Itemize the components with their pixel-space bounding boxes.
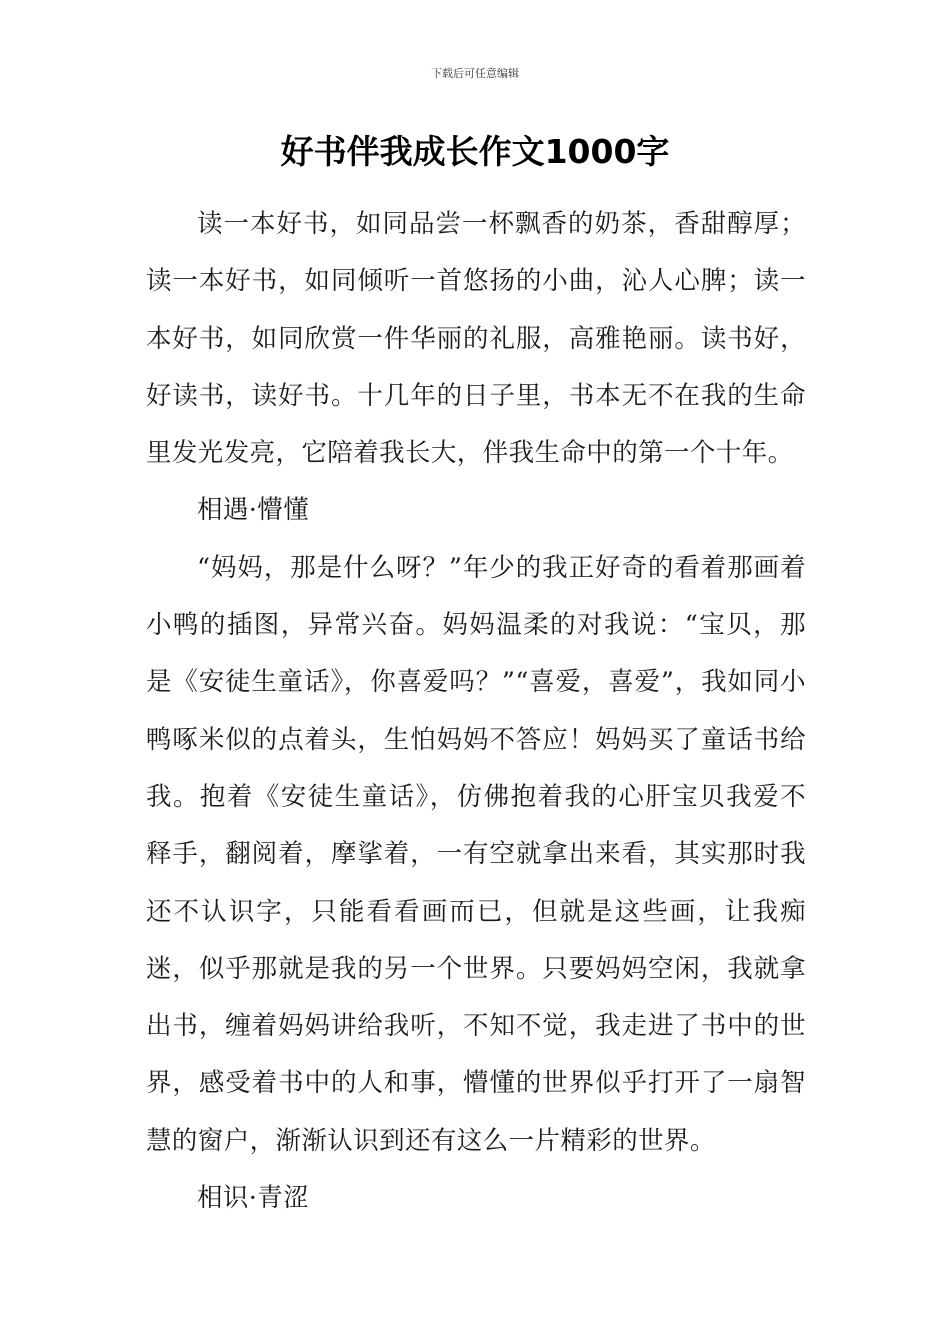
document-title: 好书伴我成长作文1000字	[280, 132, 670, 171]
story-paragraph: “妈妈，那是什么呀？”年少的我正好奇的看着那画着小鸭的插图，异常兴奋。妈妈温柔的对我说：“宝贝，那是《安徒生童话》，你喜爱吗？”“喜爱，喜爱”，我如同小鸭啄米似的点着头，生怕妈妈不答应！妈妈买了童话书给我。抱着《安徒生童话》，仿佛抱着我的心肝宝贝我爱不释手，翻阅着，摩挲着，一有空就拿出来看，其实那时我还不认识字，只能看看画而已，但就是这些画，让我痴迷，似乎那就是我的另一个世界。只要妈妈空闲，我就拿出书，缠着妈妈讲给我听，不知不觉，我走进了书中的世界，感受着书中的人和事，懵懂的世界似乎打开了一扇智慧的窗户，渐渐认识到还有这么一片精彩的世界。	[146, 552, 806, 1156]
section-heading-encounter: 相遇·懵懂	[197, 495, 310, 526]
document-body	[146, 196, 806, 1227]
intro-paragraph: 读一本好书，如同品尝一杯飘香的奶茶，香甜醇厚；读一本好书，如同倾听一首悠扬的小曲，沁人心脾；读一本好书，如同欣赏一件华丽的礼服，高雅艳丽。读书好，好读书，读好书。十几年的日子里，书本无不在我的生命里发光发亮，它陪着我长大，伴我生命中的第一个十年。	[146, 209, 806, 469]
header-note: 下载后可任意编辑	[431, 67, 519, 80]
section-heading-acquaintance: 相识·青涩	[197, 1183, 310, 1214]
